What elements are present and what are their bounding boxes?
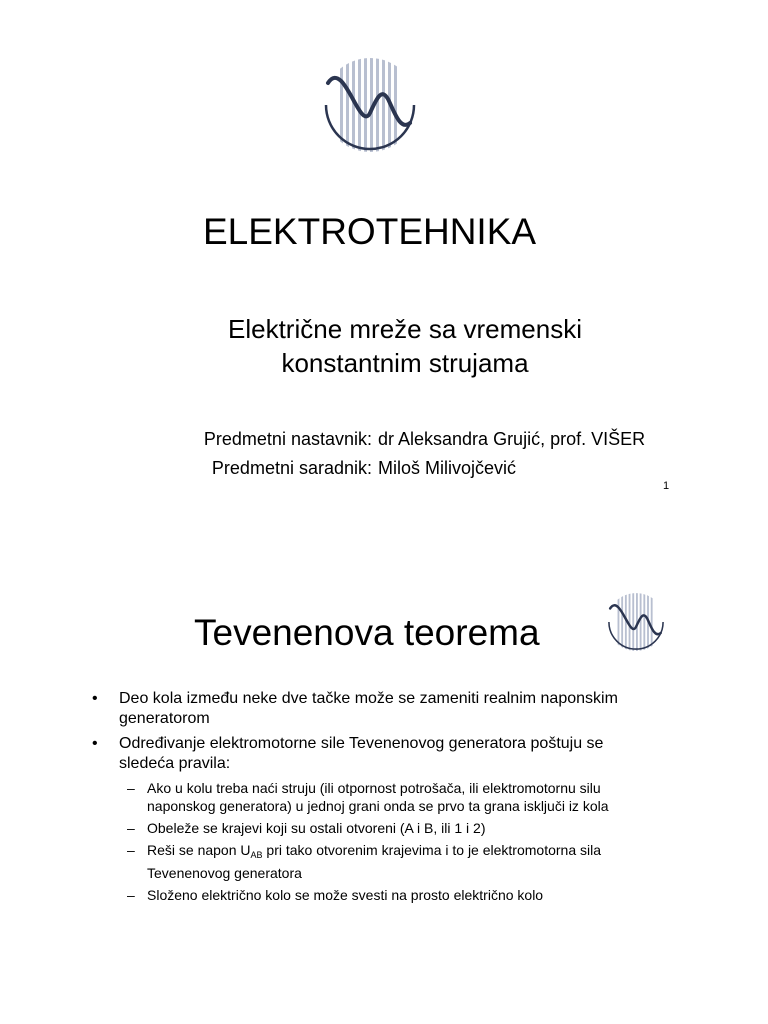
deck-subtitle: [180, 312, 630, 380]
staff-labels: [196, 425, 372, 483]
teacher-label: Predmetni nastavnik:: [203, 429, 372, 449]
bullet-text: Određivanje elektromotorne sile Tevenenovog generatora poštuju se sledeća pravila:: [119, 735, 604, 772]
assistant-value: Miloš Milivojčević: [378, 458, 517, 478]
sub-item-text: Ako u kolu treba naći struju (ili otpornost potrošača, ili elektromotornu silu naponskog generatora) u jednoj grani onda se prvo ta grana isključi iz kola: [147, 780, 609, 814]
sub-item-text-pre: Reši se napon U: [147, 842, 251, 858]
subtitle-line-1: Električne mreže sa vremenski: [228, 314, 582, 344]
wave-logo-small-icon: [604, 590, 668, 654]
bullet-mark: •: [92, 690, 98, 707]
sub-list-item: [92, 886, 652, 904]
bullet-list: [92, 689, 652, 908]
bullet-text: Deo kola između neke dve tačke može se zameniti realnim naponskim generatorom: [119, 690, 618, 727]
voltage-subscript: AB: [250, 850, 263, 860]
sub-list-item: [92, 819, 652, 837]
sub-item-text: Obeleže se krajevi koji su ostali otvoreni (A i B, ili 1 i 2): [147, 820, 486, 836]
dash-mark: –: [127, 780, 135, 796]
sub-item-text: [147, 842, 601, 881]
list-item: [92, 689, 652, 729]
wave-logo-icon: [318, 53, 422, 157]
sub-list-item: [92, 841, 652, 882]
subtitle-line-2: konstantnim strujama: [281, 348, 529, 378]
deck-title: ELEKTROTEHNIKA: [203, 211, 537, 252]
slide-2: [0, 512, 768, 1024]
list-item: [92, 734, 652, 774]
assistant-label: Predmetni saradnik:: [211, 458, 372, 478]
slide-title: Tevenenova teorema: [194, 612, 540, 653]
teacher-value: dr Aleksandra Grujić, prof. VIŠER: [378, 429, 646, 449]
sub-item-text-post: pri tako otvorenim krajevima i to je elektromotorna sila Tevenenovog generatora: [147, 842, 601, 881]
dash-mark: –: [127, 820, 135, 836]
wave-logo: [318, 53, 422, 157]
bullet-mark: •: [92, 735, 98, 752]
wave-logo-small: [604, 590, 668, 654]
dash-mark: –: [127, 842, 135, 858]
staff-values: [378, 425, 645, 483]
page-number: 1: [663, 480, 670, 492]
dash-mark: –: [127, 887, 135, 903]
sub-list-item: [92, 779, 652, 815]
sub-item-text: Složeno električno kolo se može svesti na prosto električno kolo: [147, 887, 544, 903]
